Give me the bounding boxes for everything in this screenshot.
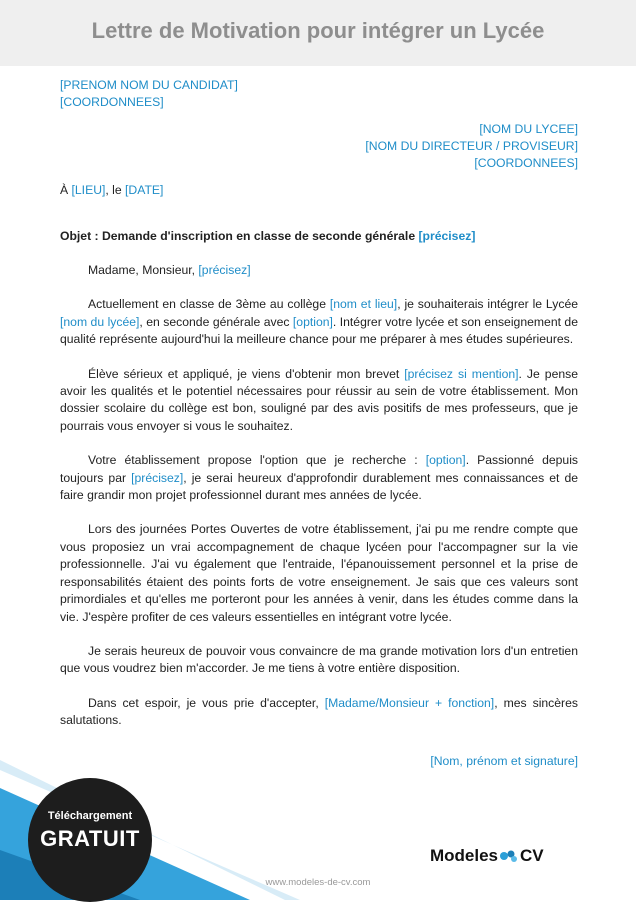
date-placeholder: [DATE]	[125, 183, 164, 197]
p6-text-1: Dans cet espoir, je vous prie d'accepter,	[88, 695, 325, 710]
salutation	[60, 262, 578, 279]
page-title: Lettre de Motivation pour intégrer un Lycée	[91, 18, 545, 43]
p2-text-2: . Je pense avoir les qualités et le potentiel nécessaires pour réussir au sein de votre établissement. Mon dossier scolaire du collège est bon, souligné par des avis positifs de mes professeurs, que je pourrais vous envoyer si vous le souhaitez.	[60, 366, 578, 433]
site-logo[interactable]	[430, 846, 544, 866]
salutation-placeholder: [précisez]	[198, 263, 251, 277]
p2-placeholder-1: [précisez si mention]	[404, 366, 519, 381]
place-date	[60, 183, 163, 197]
p1-placeholder-3: [option]	[292, 314, 333, 329]
p1-placeholder-1: [nom et lieu]	[329, 297, 398, 312]
letter-object	[60, 229, 475, 243]
sender-block	[60, 77, 238, 111]
p1-text-4: . Intégrer votre lycée et son enseignement de qualité représente aujourd'hui la meilleure chance pour me préparer à mes études supérieures.	[60, 314, 578, 347]
p3-text-2: . Passionné depuis toujours par	[60, 453, 578, 485]
badge-small-text: Téléchargement	[47, 810, 133, 822]
date-prefix: , le	[105, 183, 126, 197]
paragraph-2	[60, 366, 578, 436]
p2-text-1: Élève sérieux et appliqué, je viens d'obtenir mon brevet	[88, 366, 405, 381]
salutation-text: Madame, Monsieur,	[88, 263, 199, 277]
p1-text-1: Actuellement en classe de 3ème au collège	[88, 297, 330, 312]
object-placeholder: [précisez]	[418, 229, 476, 243]
paragraph-4: Lors des journées Portes Ouvertes de votre établissement, j'ai pu me rendre compte que vous proposiez un vrai accompagnement de chaque lycéen pour l'accompagner sur la vie professionnelle. J'ai vu également que l'entraide, l'épanouissement personnel et la prise de responsabilités étaient des points forts de votre enseignement. Je sais que ces valeurs sont primordiales et qu'elles me porteront pour les années à venir, dans les études comme dans la vie. J'espère profiter de ces valeurs essentielles en intégrant votre lycée.	[60, 522, 578, 624]
footer-url[interactable]: www.modeles-de-cv.com	[265, 877, 371, 888]
p6-placeholder-1: [Madame/Monsieur + fonction]	[324, 695, 495, 710]
p1-text-2: , je souhaiterais intégrer le Lycée	[397, 297, 578, 312]
sender-name: [PRENOM NOM DU CANDIDAT]	[60, 78, 238, 92]
place-prefix: À	[60, 183, 72, 197]
recipient-coords: [COORDONNEES]	[474, 156, 578, 170]
p6-text-2: , mes sincères salutations.	[60, 695, 578, 728]
signature-placeholder: [Nom, prénom et signature]	[430, 754, 578, 768]
recipient-director: [NOM DU DIRECTEUR / PROVISEUR]	[365, 139, 578, 153]
p3-text-1: Votre établissement propose l'option que je recherche :	[88, 453, 426, 468]
paragraph-6	[60, 695, 578, 730]
paragraph-5: Je serais heureux de pouvoir vous convaincre de ma grande motivation lors d'un entretien que vous voudrez bien m'accorder. Je me tiens à votre entière disposition.	[60, 643, 578, 676]
sender-coords: [COORDONNEES]	[60, 95, 164, 109]
logo-text-left: Modeles	[430, 846, 499, 865]
modeles-de-cv-logo-icon	[499, 849, 519, 863]
badge-big-text: GRATUIT	[40, 826, 140, 851]
title-banner	[0, 0, 636, 66]
letter-body	[60, 262, 578, 730]
recipient-school: [NOM DU LYCEE]	[479, 122, 578, 136]
place-placeholder: [LIEU]	[71, 183, 106, 197]
p1-placeholder-2: [nom du lycée]	[60, 314, 140, 329]
p3-placeholder-1: [option]	[425, 453, 466, 468]
logo-text-right: CV	[520, 846, 544, 865]
p3-placeholder-2: [précisez]	[131, 470, 184, 485]
recipient-block	[365, 121, 578, 172]
paragraph-1	[60, 296, 578, 348]
p3-text-3: , je serai heureux d'approfondir durablement mes connaissances et de faire grandir mon projet professionnel durant mes années de lycée.	[60, 470, 578, 503]
object-text: Objet : Demande d'inscription en classe de seconde générale	[60, 229, 419, 243]
paragraph-3	[60, 452, 578, 504]
p1-text-3: , en seconde générale avec	[139, 314, 293, 329]
